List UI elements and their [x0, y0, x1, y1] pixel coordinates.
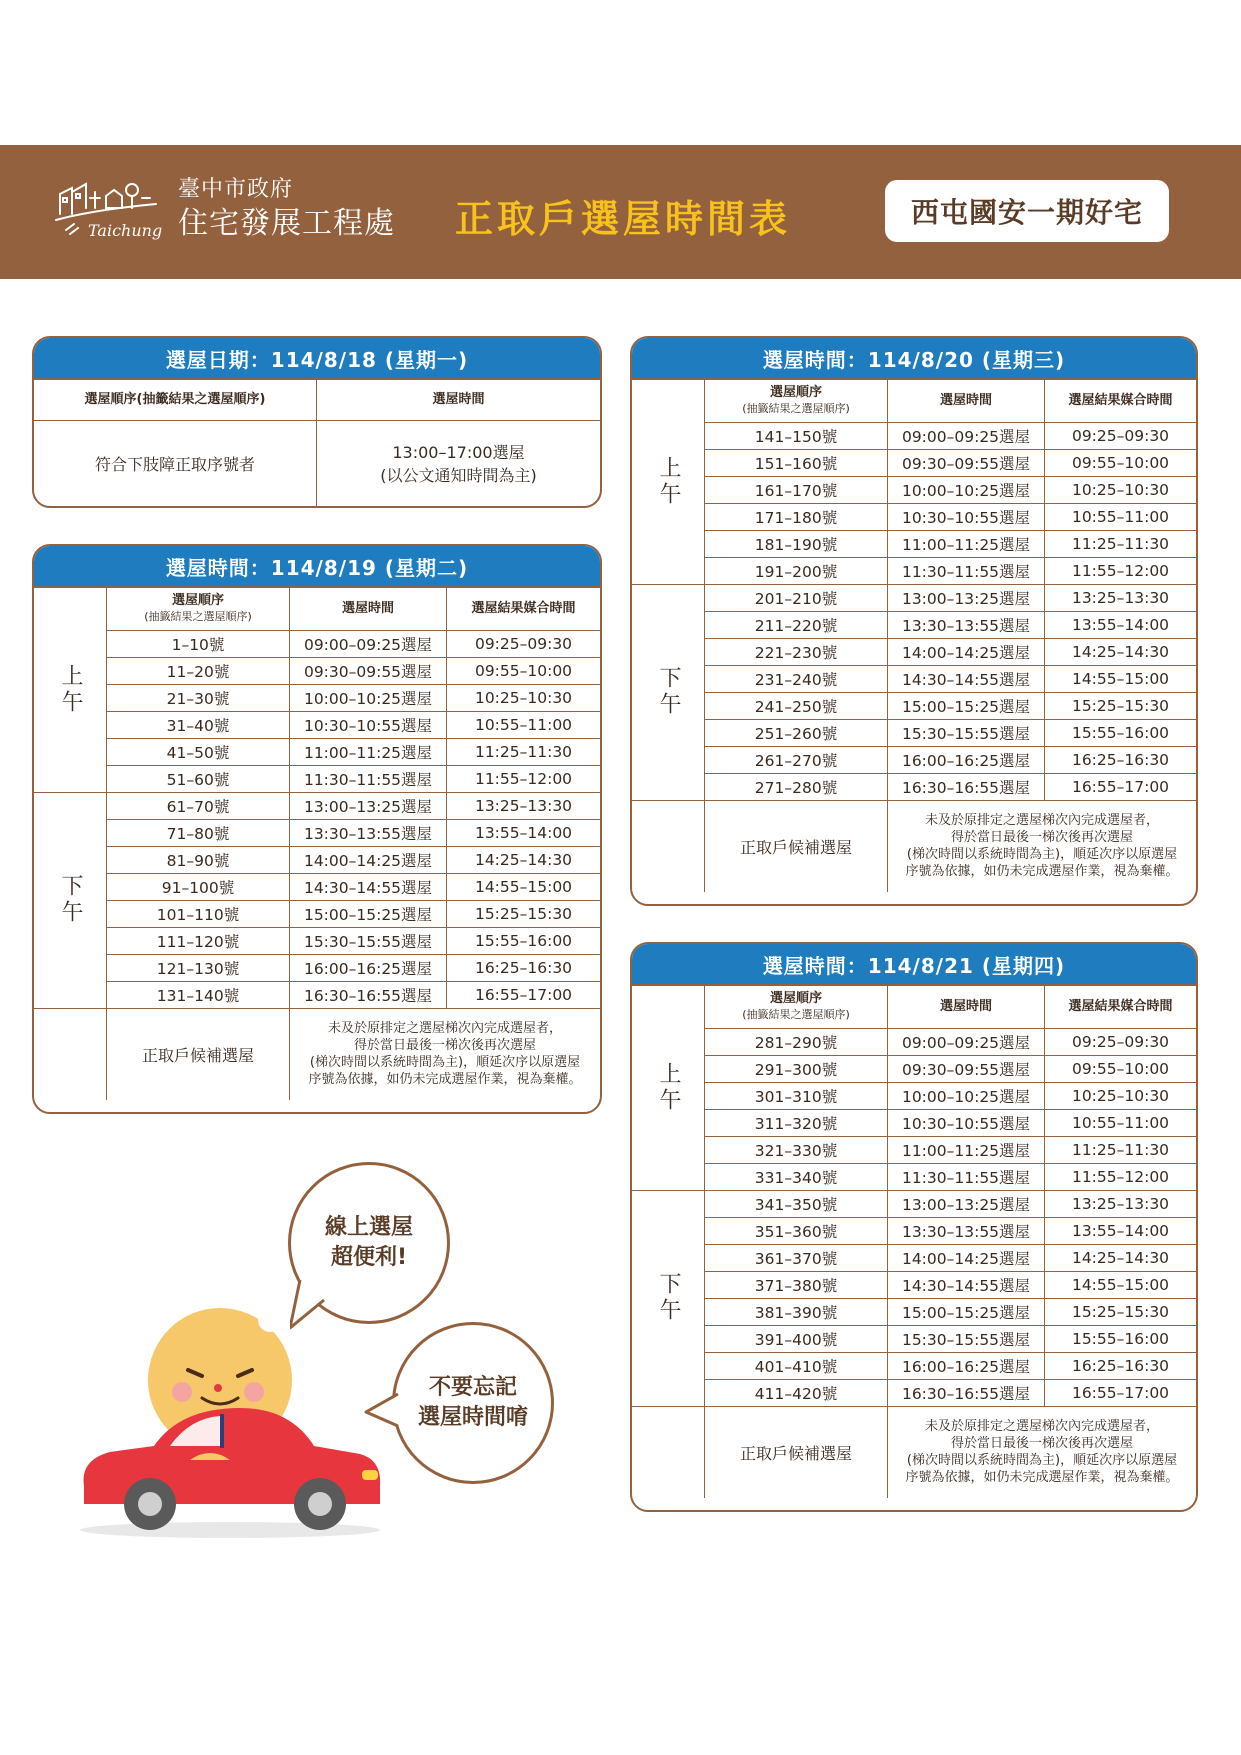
- table-row: [632, 1271, 1196, 1298]
- order-cell: 311–320號: [705, 1109, 888, 1136]
- table-row: [632, 1244, 1196, 1271]
- table-row: [632, 665, 1196, 692]
- order-cell: 181–190號: [705, 530, 888, 557]
- table-row: [632, 719, 1196, 746]
- time-cell: 13:30–13:55選屋: [888, 1217, 1045, 1244]
- day1-table: [34, 380, 600, 506]
- match-cell: 11:25–11:30: [1045, 530, 1197, 557]
- match-cell: 15:25–15:30: [447, 900, 601, 927]
- table-row: [632, 746, 1196, 773]
- match-cell: 16:25–16:30: [447, 954, 601, 981]
- time-cell: 14:00–14:25選屋: [290, 846, 447, 873]
- time-cell: 11:00–11:25選屋: [888, 1136, 1045, 1163]
- am-label: 上午: [632, 380, 705, 584]
- pm-label: 下午: [632, 1190, 705, 1406]
- time-cell: 10:30–10:55選屋: [888, 1109, 1045, 1136]
- time-cell: 09:00–09:25選屋: [888, 422, 1045, 449]
- day1-order-cell: 符合下肢障正取序號者: [34, 420, 317, 506]
- order-cell: 361–370號: [705, 1244, 888, 1271]
- standby-note: 未及於原排定之選屋梯次內完成選屋者， 得於當日最後一梯次後再次選屋 (梯次時間以系統時間為主)，順延次序以原選屋 序號為依據，如仍未完成選屋作業，視為棄權。: [290, 1008, 601, 1100]
- day2-table: [34, 588, 600, 1100]
- time-cell: 10:30–10:55選屋: [290, 711, 447, 738]
- am-label: 上午: [34, 588, 107, 792]
- table-row: [34, 981, 600, 1008]
- panel-day1: [32, 336, 602, 508]
- time-cell: 09:30–09:55選屋: [888, 1055, 1045, 1082]
- standby-label: 正取戶候補選屋: [705, 1406, 888, 1498]
- table-row: [632, 1190, 1196, 1217]
- order-cell: 301–310號: [705, 1082, 888, 1109]
- match-cell: 10:55–11:00: [1045, 503, 1197, 530]
- match-cell: 13:25–13:30: [1045, 1190, 1197, 1217]
- speech-bubble-reminder: [392, 1322, 554, 1484]
- match-cell: 16:25–16:30: [1045, 1352, 1197, 1379]
- time-cell: 14:30–14:55選屋: [290, 873, 447, 900]
- match-cell: 09:55–10:00: [1045, 1055, 1197, 1082]
- panel-day4: [630, 942, 1198, 1512]
- order-cell: 211–220號: [705, 611, 888, 638]
- mascot-car-illustration: [70, 1290, 390, 1540]
- table-row: [632, 1352, 1196, 1379]
- match-cell: 10:25–10:30: [1045, 1082, 1197, 1109]
- order-cell: 131–140號: [107, 981, 290, 1008]
- match-cell: 11:55–12:00: [1045, 557, 1197, 584]
- standby-spacer: [632, 800, 705, 892]
- match-cell: 13:25–13:30: [447, 792, 601, 819]
- day3-table: [632, 380, 1196, 892]
- match-cell: 09:25–09:30: [1045, 422, 1197, 449]
- table-row: [632, 476, 1196, 503]
- match-cell: 10:55–11:00: [447, 711, 601, 738]
- order-cell: 371–380號: [705, 1271, 888, 1298]
- table-row: [632, 1325, 1196, 1352]
- standby-row: [632, 1406, 1196, 1498]
- order-cell: 81–90號: [107, 846, 290, 873]
- time-cell: 15:30–15:55選屋: [290, 927, 447, 954]
- page-title: 正取戶選屋時間表: [455, 197, 792, 241]
- match-cell: 13:55–14:00: [1045, 1217, 1197, 1244]
- standby-row: [34, 1008, 600, 1100]
- time-cell: 13:00–13:25選屋: [888, 584, 1045, 611]
- table-row: [632, 422, 1196, 449]
- order-cell: 241–250號: [705, 692, 888, 719]
- match-cell: 15:55–16:00: [1045, 1325, 1197, 1352]
- standby-spacer: [34, 1008, 107, 1100]
- col-time-header: 選屋時間: [290, 588, 447, 630]
- table-row: [632, 1136, 1196, 1163]
- match-cell: 14:55–15:00: [447, 873, 601, 900]
- panel-day4-heading: 選屋時間：114/8/21 (星期四): [632, 944, 1196, 986]
- order-cell: 171–180號: [705, 503, 888, 530]
- time-cell: 15:00–15:25選屋: [888, 692, 1045, 719]
- table-row: [632, 692, 1196, 719]
- am-label: 上午: [632, 986, 705, 1190]
- match-cell: 16:55–17:00: [1045, 773, 1197, 800]
- order-cell: 281–290號: [705, 1028, 888, 1055]
- time-cell: 13:00–13:25選屋: [888, 1190, 1045, 1217]
- col-order-header: 選屋順序 (抽籤結果之選屋順序): [705, 986, 888, 1028]
- time-cell: 16:00–16:25選屋: [290, 954, 447, 981]
- table-row: [632, 530, 1196, 557]
- match-cell: 16:25–16:30: [1045, 746, 1197, 773]
- match-cell: 09:25–09:30: [447, 630, 601, 657]
- organization-name: [178, 176, 395, 244]
- order-cell: 61–70號: [107, 792, 290, 819]
- time-cell: 13:30–13:55選屋: [290, 819, 447, 846]
- col-match-header: 選屋結果媒合時間: [1045, 986, 1197, 1028]
- time-cell: 14:30–14:55選屋: [888, 1271, 1045, 1298]
- time-cell: 10:00–10:25選屋: [888, 476, 1045, 503]
- match-cell: 16:55–17:00: [1045, 1379, 1197, 1406]
- order-cell: 191–200號: [705, 557, 888, 584]
- org-line1: 臺中市政府: [178, 177, 294, 202]
- order-cell: 261–270號: [705, 746, 888, 773]
- order-cell: 141–150號: [705, 422, 888, 449]
- time-cell: 14:00–14:25選屋: [888, 638, 1045, 665]
- match-cell: 10:25–10:30: [1045, 476, 1197, 503]
- bubble1-line2: 超便利!: [330, 1245, 408, 1270]
- table-row: [632, 1028, 1196, 1055]
- table-row: [632, 557, 1196, 584]
- order-cell: 321–330號: [705, 1136, 888, 1163]
- time-cell: 14:00–14:25選屋: [888, 1244, 1045, 1271]
- standby-note: 未及於原排定之選屋梯次內完成選屋者， 得於當日最後一梯次後再次選屋 (梯次時間以系統時間為主)，順延次序以原選屋 序號為依據，如仍未完成選屋作業，視為棄權。: [888, 1406, 1197, 1498]
- match-cell: 15:25–15:30: [1045, 692, 1197, 719]
- panel-day2-heading: 選屋時間：114/8/19 (星期二): [34, 546, 600, 588]
- match-cell: 15:25–15:30: [1045, 1298, 1197, 1325]
- match-cell: 14:25–14:30: [1045, 1244, 1197, 1271]
- table-row: [632, 773, 1196, 800]
- table-row: [34, 630, 600, 657]
- order-cell: 121–130號: [107, 954, 290, 981]
- taichung-logo: [52, 168, 162, 248]
- time-cell: 14:30–14:55選屋: [888, 665, 1045, 692]
- col-match-header: 選屋結果媒合時間: [447, 588, 601, 630]
- table-row: [34, 846, 600, 873]
- time-cell: 16:30–16:55選屋: [888, 1379, 1045, 1406]
- day4-table: [632, 986, 1196, 1498]
- day1-time-cell: [317, 420, 601, 506]
- time-cell: 13:00–13:25選屋: [290, 792, 447, 819]
- table-row: [632, 611, 1196, 638]
- panel-day3-heading: 選屋時間：114/8/20 (星期三): [632, 338, 1196, 380]
- col-time-header: 選屋時間: [888, 380, 1045, 422]
- order-cell: 381–390號: [705, 1298, 888, 1325]
- order-cell: 111–120號: [107, 927, 290, 954]
- table-row: [34, 765, 600, 792]
- table-row: [632, 638, 1196, 665]
- bubble1-line1: 線上選屋: [324, 1215, 413, 1240]
- table-row: [34, 657, 600, 684]
- time-cell: 16:30–16:55選屋: [290, 981, 447, 1008]
- table-row: [632, 584, 1196, 611]
- day1-col-order: 選屋順序(抽籤結果之選屋順序): [34, 380, 317, 420]
- time-cell: 09:30–09:55選屋: [290, 657, 447, 684]
- order-cell: 151–160號: [705, 449, 888, 476]
- table-row: [632, 1055, 1196, 1082]
- logo-text: Taichung: [88, 221, 162, 240]
- panel-day3: [630, 336, 1198, 906]
- day1-time-line1: 13:00–17:00選屋: [392, 443, 525, 463]
- col-match-header: 選屋結果媒合時間: [1045, 380, 1197, 422]
- match-cell: 16:55–17:00: [447, 981, 601, 1008]
- pm-label: 下午: [632, 584, 705, 800]
- time-cell: 16:30–16:55選屋: [888, 773, 1045, 800]
- table-row: [632, 1217, 1196, 1244]
- time-cell: 09:00–09:25選屋: [888, 1028, 1045, 1055]
- match-cell: 15:55–16:00: [1045, 719, 1197, 746]
- panel-day2: [32, 544, 602, 1114]
- match-cell: 14:25–14:30: [447, 846, 601, 873]
- order-cell: 31–40號: [107, 711, 290, 738]
- order-cell: 351–360號: [705, 1217, 888, 1244]
- order-cell: 101–110號: [107, 900, 290, 927]
- time-cell: 11:30–11:55選屋: [290, 765, 447, 792]
- table-row: [34, 711, 600, 738]
- table-row: [34, 684, 600, 711]
- time-cell: 15:30–15:55選屋: [888, 719, 1045, 746]
- order-cell: 41–50號: [107, 738, 290, 765]
- time-cell: 13:30–13:55選屋: [888, 611, 1045, 638]
- order-cell: 91–100號: [107, 873, 290, 900]
- match-cell: 09:55–10:00: [1045, 449, 1197, 476]
- table-row: [632, 1082, 1196, 1109]
- match-cell: 11:25–11:30: [447, 738, 601, 765]
- order-cell: 51–60號: [107, 765, 290, 792]
- standby-label: 正取戶候補選屋: [705, 800, 888, 892]
- time-cell: 16:00–16:25選屋: [888, 746, 1045, 773]
- order-cell: 291–300號: [705, 1055, 888, 1082]
- order-cell: 11–20號: [107, 657, 290, 684]
- time-cell: 10:00–10:25選屋: [888, 1082, 1045, 1109]
- table-row: [632, 1109, 1196, 1136]
- match-cell: 14:25–14:30: [1045, 638, 1197, 665]
- table-row: [632, 449, 1196, 476]
- table-row: [632, 1298, 1196, 1325]
- panel-day1-heading: 選屋日期：114/8/18 (星期一): [34, 338, 600, 380]
- standby-label: 正取戶候補選屋: [107, 1008, 290, 1100]
- standby-row: [632, 800, 1196, 892]
- order-cell: 401–410號: [705, 1352, 888, 1379]
- order-cell: 21–30號: [107, 684, 290, 711]
- time-cell: 09:30–09:55選屋: [888, 449, 1045, 476]
- time-cell: 15:30–15:55選屋: [888, 1325, 1045, 1352]
- org-line2: 住宅發展工程處: [178, 206, 395, 241]
- day1-col-time: 選屋時間: [317, 380, 601, 420]
- day1-time-line2: (以公文通知時間為主): [380, 466, 537, 486]
- table-row: [34, 900, 600, 927]
- time-cell: 11:30–11:55選屋: [888, 557, 1045, 584]
- order-cell: 221–230號: [705, 638, 888, 665]
- order-cell: 71–80號: [107, 819, 290, 846]
- match-cell: 13:25–13:30: [1045, 584, 1197, 611]
- order-cell: 201–210號: [705, 584, 888, 611]
- table-row: [34, 927, 600, 954]
- match-cell: 11:25–11:30: [1045, 1136, 1197, 1163]
- table-row: [34, 873, 600, 900]
- order-cell: 231–240號: [705, 665, 888, 692]
- match-cell: 09:55–10:00: [447, 657, 601, 684]
- time-cell: 11:00–11:25選屋: [290, 738, 447, 765]
- table-row: [34, 738, 600, 765]
- time-cell: 10:30–10:55選屋: [888, 503, 1045, 530]
- col-time-header: 選屋時間: [888, 986, 1045, 1028]
- match-cell: 09:25–09:30: [1045, 1028, 1197, 1055]
- time-cell: 11:30–11:55選屋: [888, 1163, 1045, 1190]
- col-order-header: 選屋順序 (抽籤結果之選屋順序): [107, 588, 290, 630]
- order-cell: 391–400號: [705, 1325, 888, 1352]
- table-row: [632, 1379, 1196, 1406]
- pm-label: 下午: [34, 792, 107, 1008]
- time-cell: 09:00–09:25選屋: [290, 630, 447, 657]
- match-cell: 14:55–15:00: [1045, 1271, 1197, 1298]
- match-cell: 13:55–14:00: [1045, 611, 1197, 638]
- order-cell: 271–280號: [705, 773, 888, 800]
- bubble2-line1: 不要忘記: [428, 1375, 517, 1400]
- match-cell: 11:55–12:00: [447, 765, 601, 792]
- match-cell: 10:25–10:30: [447, 684, 601, 711]
- order-cell: 1–10號: [107, 630, 290, 657]
- order-cell: 341–350號: [705, 1190, 888, 1217]
- match-cell: 14:55–15:00: [1045, 665, 1197, 692]
- order-cell: 161–170號: [705, 476, 888, 503]
- match-cell: 11:55–12:00: [1045, 1163, 1197, 1190]
- standby-note: 未及於原排定之選屋梯次內完成選屋者， 得於當日最後一梯次後再次選屋 (梯次時間以系統時間為主)，順延次序以原選屋 序號為依據，如仍未完成選屋作業，視為棄權。: [888, 800, 1197, 892]
- time-cell: 15:00–15:25選屋: [290, 900, 447, 927]
- table-row: [632, 1163, 1196, 1190]
- project-name-badge: 西屯國安一期好宅: [885, 180, 1169, 242]
- match-cell: 15:55–16:00: [447, 927, 601, 954]
- time-cell: 16:00–16:25選屋: [888, 1352, 1045, 1379]
- match-cell: 10:55–11:00: [1045, 1109, 1197, 1136]
- match-cell: 13:55–14:00: [447, 819, 601, 846]
- order-cell: 331–340號: [705, 1163, 888, 1190]
- table-row: [34, 792, 600, 819]
- table-row: [34, 954, 600, 981]
- bubble2-line2: 選屋時間唷: [417, 1405, 528, 1430]
- standby-spacer: [632, 1406, 705, 1498]
- col-order-header: 選屋順序 (抽籤結果之選屋順序): [705, 380, 888, 422]
- table-row: [632, 503, 1196, 530]
- time-cell: 11:00–11:25選屋: [888, 530, 1045, 557]
- table-row: [34, 819, 600, 846]
- order-cell: 411–420號: [705, 1379, 888, 1406]
- time-cell: 15:00–15:25選屋: [888, 1298, 1045, 1325]
- time-cell: 10:00–10:25選屋: [290, 684, 447, 711]
- order-cell: 251–260號: [705, 719, 888, 746]
